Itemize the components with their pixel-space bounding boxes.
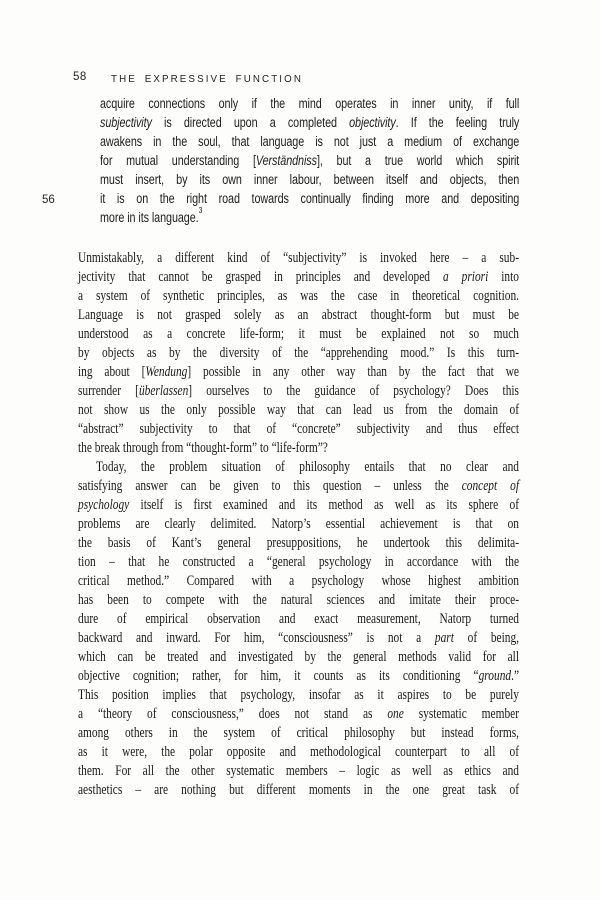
margin-source-page-reference: 56 bbox=[42, 194, 55, 206]
text-line: jectivity that cannot be grasped in principles and developed a priori into bbox=[78, 268, 519, 285]
text-line: psychology itself is first examined and its method as well as its sphere of bbox=[78, 496, 519, 513]
footnote-reference: 3 bbox=[198, 204, 203, 215]
text-line: backward and inward. For him, “consciousness” is not a part of being, bbox=[78, 629, 519, 646]
text-line: tion – that he constructed a “general psychology in accordance with the bbox=[78, 553, 519, 570]
text-line: critical method.” Compared with a psychology whose highest ambition bbox=[78, 572, 519, 589]
text-line: Language is not grasped solely as an abstract thought-form but must be bbox=[78, 306, 519, 323]
text-line: problems are clearly delimited. Natorp’s essential achievement is that on bbox=[78, 515, 519, 532]
text-line: must insert, by its own inner labour, between itself and objects, then bbox=[100, 172, 520, 187]
block-quote bbox=[100, 94, 519, 227]
text-line: aesthetics – are nothing but different moments in the one great task of bbox=[78, 781, 519, 798]
text-line: a “theory of consciousness,” does not stand as one systematic member bbox=[78, 705, 520, 722]
text-line: “abstract” subjectivity to that of “concrete” subjectivity and thus effect bbox=[78, 420, 519, 437]
text-line: for mutual understanding [Verständniss], but a true world which spirit bbox=[100, 153, 520, 168]
text-line: objective cognition; rather, for him, it counts as its conditioning “ground.” bbox=[78, 667, 519, 684]
text-line: by objects as by the diversity of the “apprehending mood.” Is this turn- bbox=[78, 344, 519, 361]
text-line: the basis of Kant’s general presuppositions, he undertook this delimita- bbox=[78, 534, 519, 551]
text-line: dure of empirical observation and exact measurement, Natorp turned bbox=[78, 610, 519, 627]
text-line: not show us the only possible way that can lead us from the domain of bbox=[78, 401, 519, 418]
body-text bbox=[78, 248, 519, 799]
text-line: acquire connections only if the mind operates in inner unity, if full bbox=[100, 96, 520, 111]
text-line: This position implies that psychology, insofar as it aspires to be purely bbox=[78, 686, 519, 703]
text-line: has been to compete with the natural sciences and imitate their proce- bbox=[78, 591, 519, 608]
text-line: ing about [Wendung] possible in any other way than by the fact that we bbox=[78, 363, 519, 380]
text-line: understood as a concrete life-form; it must be explained not so much bbox=[78, 325, 519, 342]
text-line: which can be treated and investigated by the general methods valid for all bbox=[78, 648, 519, 665]
text-line: surrender [überlassen] ourselves to the guidance of psychology? Does this bbox=[78, 382, 519, 399]
paragraph bbox=[78, 248, 519, 457]
text-line: Unmistakably, a different kind of “subjectivity” is invoked here – a sub- bbox=[78, 249, 519, 266]
text-line: as it were, the polar opposite and methodological counterpart to all of bbox=[78, 743, 519, 760]
text-line: subjectivity is directed upon a completed objectivity. If the feeling truly bbox=[100, 115, 520, 130]
header-page-number: 58 bbox=[73, 71, 87, 83]
text-line: among others in the system of critical philosophy but instead forms, bbox=[78, 724, 519, 741]
text-line: it is on the right road towards continually finding more and depositing bbox=[100, 191, 520, 206]
text-line: Today, the problem situation of philosophy entails that no clear and bbox=[96, 458, 519, 475]
text-line: them. For all the other systematic members – logic as well as ethics and bbox=[78, 762, 519, 779]
paragraph bbox=[78, 457, 519, 799]
block-quote-text bbox=[100, 94, 519, 227]
text-line: awakens in the soul, that language is not just a medium of exchange bbox=[100, 134, 520, 149]
text-line: satisfying answer can be given to this question – unless the concept of bbox=[78, 477, 519, 494]
text-line: a system of synthetic principles, as was the case in theoretical cognition. bbox=[78, 287, 519, 304]
text-line: the break through from “thought-form” to “life-form”? bbox=[78, 439, 328, 456]
text-line: more in its language.$^3$ bbox=[100, 204, 203, 225]
running-head: THE EXPRESSIVE FUNCTION bbox=[111, 74, 304, 85]
